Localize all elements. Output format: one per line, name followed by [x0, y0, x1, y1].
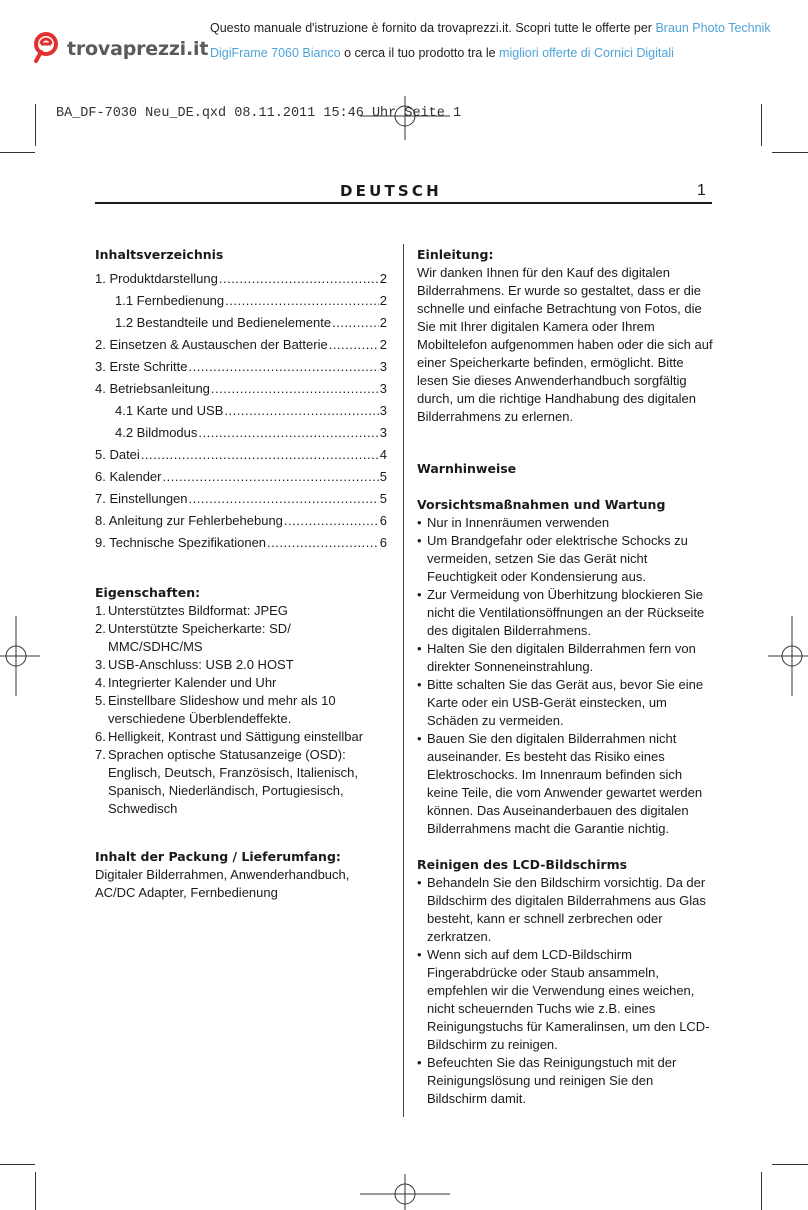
toc-item[interactable]: 4.1 Karte und USB ..... 3: [95, 400, 387, 422]
intro-text: Wir danken Ihnen für den Kauf des digitalen Bilderrahmens. Er wurde so gestaltet, dass er die schnelle und einfache Betrachtung von Fotos, die Sie mit Ihrer digitalen Kamera oder Ihrem Mobiltelefon aufgenommen haben oder die sich auf einer Speicherkarte befinden, ermöglicht. Bitte lesen Sie dieses Anwenderhandbuch sorgfältig durch, um die richtige Handhabung des digitalen Bilderrahmens zu erlernen.: [417, 265, 713, 424]
list-item: • Halten Sie den digitalen Bilderrahmen fern von direkter Sonneneinstrahlung.: [417, 640, 713, 676]
package-contents: Digitaler Bilderrahmen, Anwenderhandbuch, AC/DC Adapter, Fernbedienung: [95, 867, 350, 900]
list-item: 4. Integrierter Kalender und Uhr: [95, 675, 277, 690]
care-heading: Vorsichtsmaßnahmen und Wartung: [417, 497, 666, 512]
magnifier-logo-icon: [33, 30, 63, 69]
section-title: DEUTSCH: [340, 182, 442, 200]
toc-item[interactable]: 9. Technische Spezifikationen ..... 6: [95, 532, 387, 554]
offers-link[interactable]: migliori offerte di Cornici Digitali: [499, 46, 674, 60]
toc-item[interactable]: 6. Kalender ..... 5: [95, 466, 387, 488]
list-item: 3. USB-Anschluss: USB 2.0 HOST: [95, 657, 294, 672]
list-item: • Bauen Sie den digitalen Bilderrahmen nicht auseinander. Es besteht das Risiko eines Elektroschocks. Im Innenraum befinden sich keine Teile, die vom Anwender gewartet werden können. Das Auseinanderbauen des digitalen Bilderrahmens macht die Garantie nichtig.: [417, 730, 713, 838]
intro-heading: Einleitung:: [417, 247, 494, 262]
toc-item[interactable]: 1.2 Bestandteile und Bedienelemente ..... 2: [95, 312, 387, 334]
list-item: • Bitte schalten Sie das Gerät aus, bevor Sie eine Karte oder ein USB-Gerät einstecken, um Schäden zu vermeiden.: [417, 676, 713, 730]
toc-item[interactable]: 3. Erste Schritte ..... 3: [95, 356, 387, 378]
page-number: 1: [697, 182, 706, 199]
toc-item[interactable]: 4.2 Bildmodus ..... 3: [95, 422, 387, 444]
toc-item[interactable]: 5. Datei ..... 4: [95, 444, 387, 466]
right-column: [417, 246, 713, 1108]
list-item: • Um Brandgefahr oder elektrische Schocks zu vermeiden, setzen Sie das Gerät nicht Feuchtigkeit oder Kondensierung aus.: [417, 532, 713, 586]
product-link[interactable]: DigiFrame 7060 Bianco: [210, 46, 341, 60]
features-list: [95, 602, 387, 818]
banner-line-2: DigiFrame 7060 Bianco o cerca il tuo prodotto tra le migliori offerte di Cornici Digitali: [210, 46, 674, 60]
package-heading: Inhalt der Packung / Lieferumfang:: [95, 849, 341, 864]
toc-item[interactable]: 1. Produktdarstellung ..... 2: [95, 268, 387, 290]
logo-text: trovaprezzi.it: [67, 38, 209, 60]
list-item: • Befeuchten Sie das Reinigungstuch mit der Reinigungslösung und reinigen Sie den Bildschirm damit.: [417, 1054, 713, 1108]
warnings-heading: Warnhinweise: [417, 461, 517, 476]
registration-mark-right: [768, 616, 808, 696]
list-item: • Wenn sich auf dem LCD-Bildschirm Fingerabdrücke oder Staub ansammeln, empfehlen wir die Verwendung eines weichen, nicht scheuernden Tuchs wie z.B. eines Reinigungstuchs für Kameralinsen, um den LCD-Bildschirm zu reinigen.: [417, 946, 713, 1054]
list-item: 5. Einstellbare Slideshow und mehr als 10 verschiedene Überblendeffekte.: [95, 693, 336, 726]
registration-mark-top: [360, 96, 450, 140]
left-column: [95, 246, 387, 902]
toc-item[interactable]: 2. Einsetzen & Austauschen der Batterie ..... 2: [95, 334, 387, 356]
brand-link[interactable]: Braun Photo Technik: [655, 21, 771, 35]
list-item: • Nur in Innenräumen verwenden: [417, 514, 713, 532]
list-item: 2. Unterstützte Speicherkarte: SD/ MMC/SDHC/MS: [95, 621, 291, 654]
toc-item[interactable]: 8. Anleitung zur Fehlerbehebung ..... 6: [95, 510, 387, 532]
cleaning-heading: Reinigen des LCD-Bildschirms: [417, 857, 628, 872]
registration-mark-bottom: [360, 1174, 450, 1210]
table-of-contents: [95, 268, 387, 554]
registration-mark-left: [0, 616, 40, 696]
toc-item[interactable]: 7. Einstellungen ..... 5: [95, 488, 387, 510]
list-item: 7. Sprachen optische Statusanzeige (OSD): Englisch, Deutsch, Französisch, Italienisch, Spanisch, Niederländisch, Portugiesisch, Schwedisch: [95, 747, 358, 816]
toc-item[interactable]: 4. Betriebsanleitung ..... 3: [95, 378, 387, 400]
trovaprezzi-logo[interactable]: [33, 32, 209, 66]
features-heading: Eigenschaften:: [95, 585, 201, 600]
print-meta-line: BA_DF-7030 Neu_DE.qxd 08.11.2011 15:46 Uhr Seite 1: [56, 106, 462, 121]
toc-item[interactable]: 1.1 Fernbedienung ..... 2: [95, 290, 387, 312]
column-divider: [403, 244, 404, 1117]
list-item: 1. Unterstütztes Bildformat: JPEG: [95, 603, 288, 618]
cleaning-list: [417, 874, 713, 1108]
banner-line-1: Questo manuale d'istruzione è fornito da trovaprezzi.it. Scopri tutte le offerte per Braun Photo Technik: [210, 21, 771, 35]
header-rule: [95, 202, 712, 204]
toc-heading: Inhaltsverzeichnis: [95, 247, 224, 262]
care-list: [417, 514, 713, 838]
list-item: 6. Helligkeit, Kontrast und Sättigung einstellbar: [95, 729, 364, 744]
list-item: • Zur Vermeidung von Überhitzung blockieren Sie nicht die Ventilationsöffnungen an der Rückseite des digitalen Bilderrahmens.: [417, 586, 713, 640]
list-item: • Behandeln Sie den Bildschirm vorsichtig. Da der Bildschirm des digitalen Bilderrahmens aus Glas besteht, kann er schnell zerbrechen oder zerkratzen.: [417, 874, 713, 946]
